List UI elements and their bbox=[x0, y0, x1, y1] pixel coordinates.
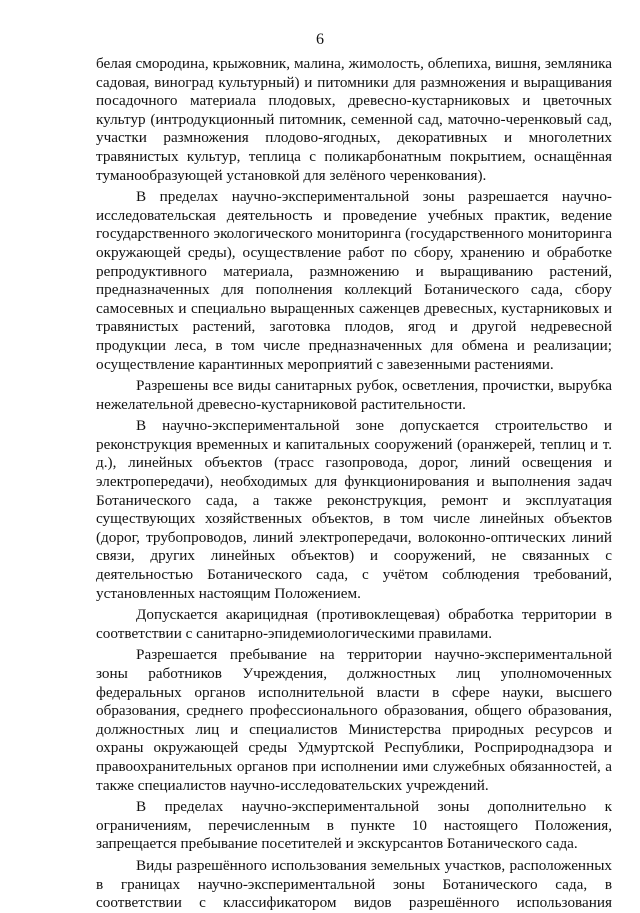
paragraph-acaricide-treatment: Допускается акарицидная (противоклещевая) обработка территории в соответствии с санитарно-эпидемиологическими правилами. bbox=[96, 606, 612, 642]
paragraph-permitted-presence: Разрешается пребывание на территории научно-экспериментальной зоны работников Учреждения, должностных лиц уполномоченных федеральных органов исполнительной власти в сфере науки, высшего образования, среднего профессионального образования, общего образования, должностных лиц и специалистов Министерства природных ресурсов и охраны окружающей среды Удмуртской Республики, Росприроднадзора и правоохранительных органов при исполнении ими служебных обязанностей, а также специалистов научно-исследовательских учреждений. bbox=[96, 646, 612, 794]
paragraph-permitted-research: В пределах научно-экспериментальной зоны разрешается научно-исследовательская деятельность и проведение учебных практик, ведение государственного экологического мониторинга (государственного мониторинга окружающей среды), осуществление работ по сбору, хранению и обработке репродуктивного материала, размножению и выращиванию растений, предназначенных для пополнения коллекций Ботанического сада, сбору самосевных и специально выращенных саженцев древесных, кустарниковых и травянистых растений, заготовка плодов, ягод и другой недревесной продукции леса, в том числе предназначенных для обмена и реализации; осуществление карантинных мероприятий с завезенными растениями. bbox=[96, 188, 612, 373]
paragraph-visitor-prohibition: В пределах научно-экспериментальной зоны дополнительно к ограничениям, перечисленным в пункте 10 настоящего Положения, запрещается пребывание посетителей и экскурсантов Ботанического сада. bbox=[96, 798, 612, 853]
document-body bbox=[96, 55, 612, 913]
paragraph-sanitary-felling: Разрешены все виды санитарных рубок, осветления, прочистки, вырубка нежелательной древесно-кустарниковой растительности. bbox=[96, 377, 612, 413]
paragraph-construction-allowed: В научно-экспериментальной зоне допускается строительство и реконструкция временных и капитальных сооружений (оранжерей, теплиц и т. д.), линейных объектов (трасс газопровода, дорог, линий освещения и электропередачи), необходимых для функционирования и выполнения задач Ботанического сада, а также реконструкция, ремонт и эксплуатация существующих хозяйственных объектов, в том числе линейных объектов (дорог, трубопроводов, линий электропередачи, волоконно-оптических линий связи, других линейных объектов) и сооружений, не связанных с деятельностью Ботанического сада, с учётом соблюдения требований, установленных настоящим Положением. bbox=[96, 417, 612, 602]
paragraph-plant-list-continuation: белая смородина, крыжовник, малина, жимолость, облепиха, вишня, земляника садовая, виноград культурный) и питомники для размножения и выращивания посадочного материала плодовых, древесно-кустарниковых и цветочных культур (интродукционный питомник, семенной сад, маточно-черенковый сад, участки размножения плодово-ягодных, декоративных и многолетних травянистых культур, теплица с поликарбонатным покрытием, оснащённая туманообразующей установкой для зелёного черенкования). bbox=[96, 55, 612, 184]
paragraph-land-use-types: Виды разрешённого использования земельных участков, расположенных в границах научно-экспериментальной зоны Ботанического сада, в соответствии с классификатором видов разрешённого использования bbox=[96, 856, 612, 912]
page-number: 6 bbox=[316, 31, 324, 48]
